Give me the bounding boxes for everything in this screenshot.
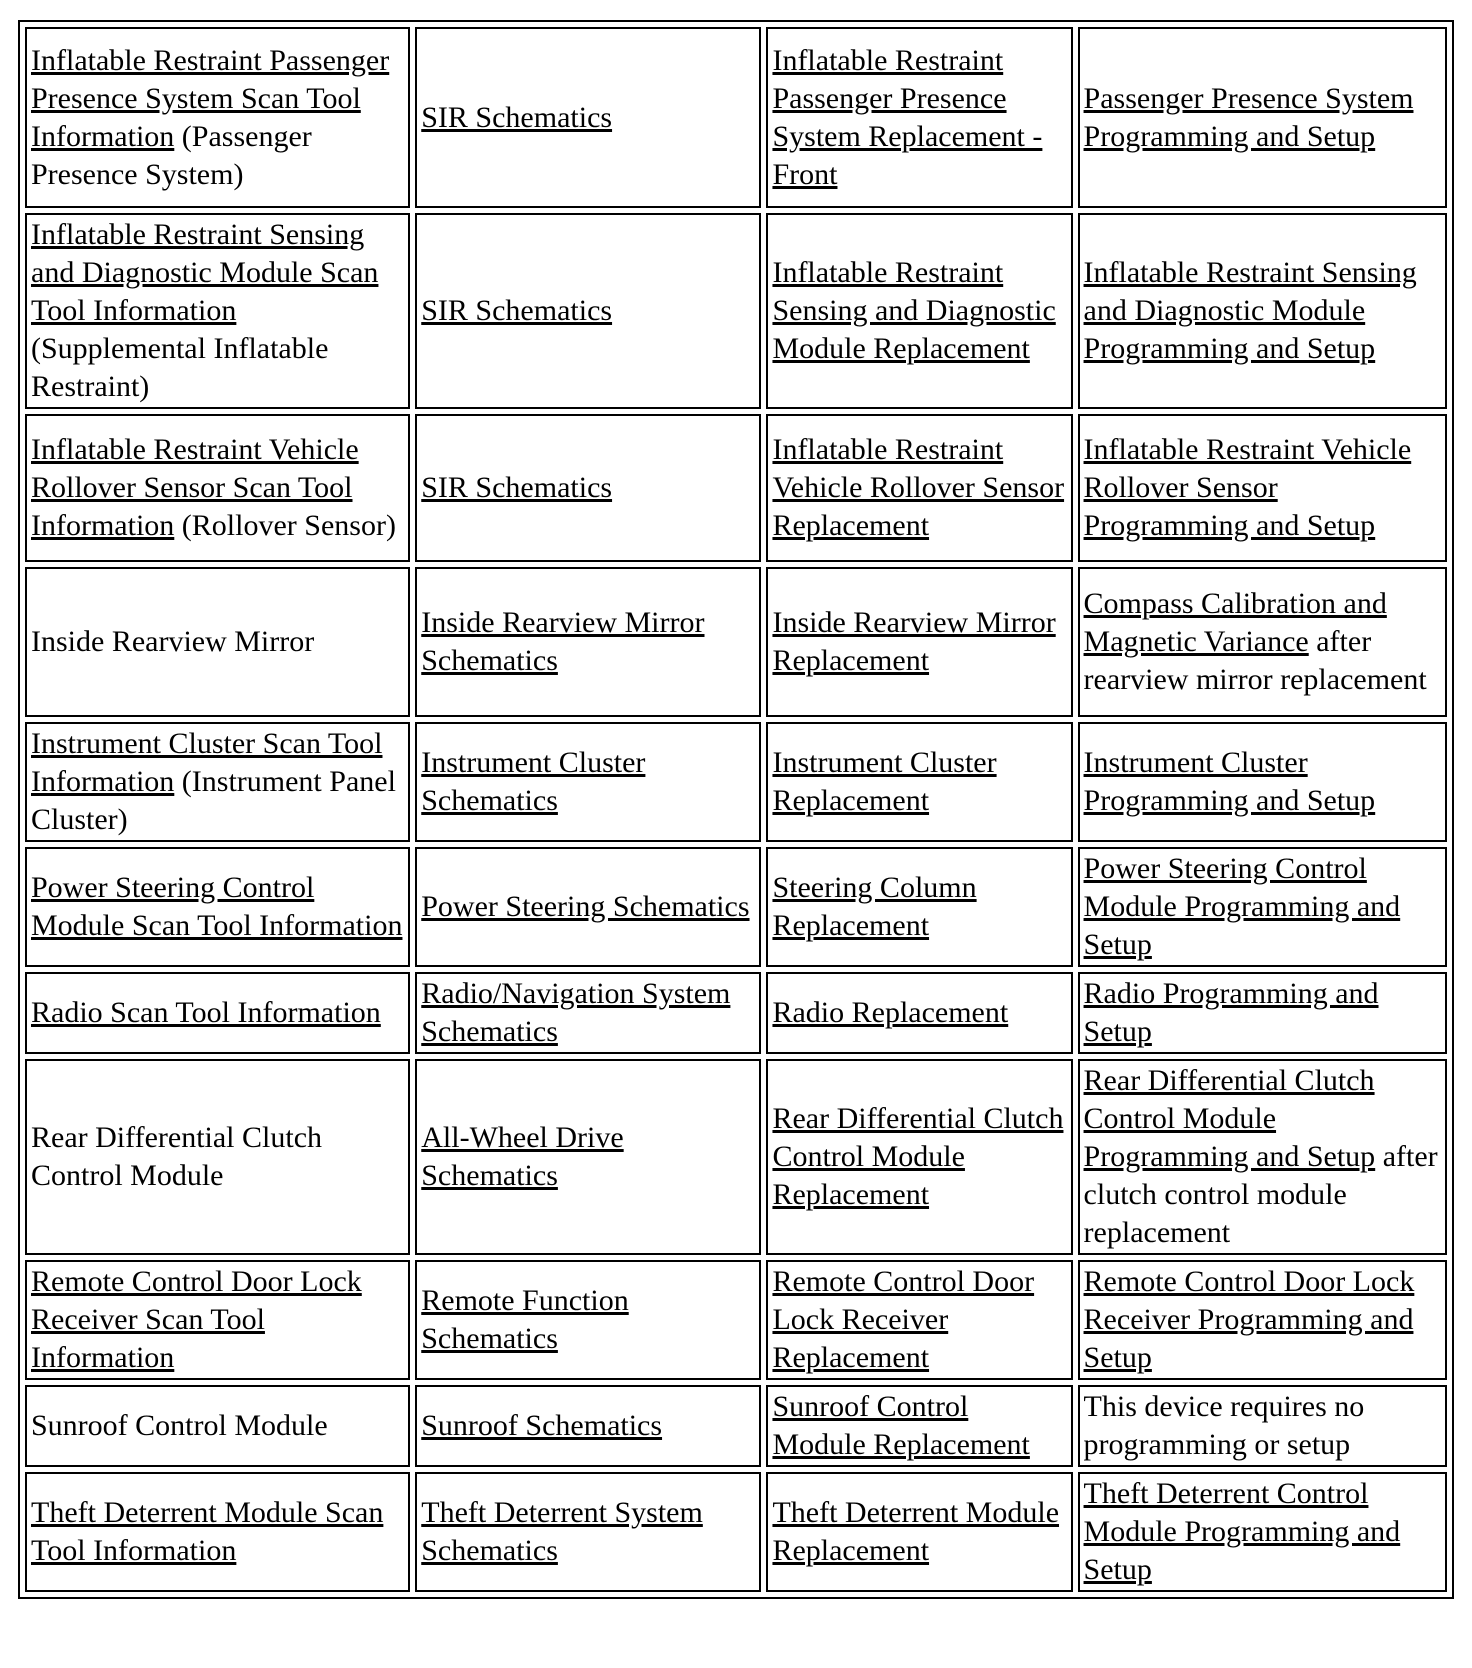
document-link[interactable]: Theft Deterrent Module Replacement	[772, 1496, 1060, 1567]
module-cell	[25, 567, 410, 717]
replacement-cell	[766, 722, 1072, 842]
replacement-cell	[766, 414, 1072, 562]
document-link[interactable]: Radio Scan Tool Information	[31, 996, 381, 1029]
document-link[interactable]: Inflatable Restraint Sensing and Diagnostic Module Programming and Setup	[1083, 256, 1417, 365]
cell-text: Inside Rearview Mirror	[31, 625, 315, 658]
replacement-cell	[766, 1059, 1072, 1255]
schematics-cell	[415, 722, 761, 842]
module-cell	[25, 847, 410, 967]
module-cell	[25, 27, 410, 208]
document-link[interactable]: Inflatable Restraint Vehicle Rollover Sensor Programming and Setup	[1083, 433, 1412, 542]
table-row	[25, 1472, 1447, 1592]
document-link[interactable]: Radio/Navigation System Schematics	[421, 977, 731, 1048]
document-link[interactable]: Radio Replacement	[772, 996, 1009, 1029]
document-link[interactable]: Instrument Cluster Scan Tool Information	[31, 727, 383, 798]
replacement-cell	[766, 847, 1072, 967]
module-cell	[25, 1059, 410, 1255]
replacement-cell	[766, 213, 1072, 409]
document-link[interactable]: Radio Programming and Setup	[1083, 977, 1379, 1048]
document-link[interactable]: Remote Function Schematics	[421, 1284, 629, 1355]
programming-cell	[1078, 722, 1447, 842]
module-cell	[25, 1385, 410, 1467]
cell-text: Rear Differential Clutch Control Module	[31, 1121, 323, 1192]
document-link[interactable]: Theft Deterrent System Schematics	[421, 1496, 703, 1567]
document-link[interactable]: Inflatable Restraint Vehicle Rollover Sensor Replacement	[772, 433, 1065, 542]
programming-cell	[1078, 972, 1447, 1054]
document-link[interactable]: Steering Column Replacement	[772, 871, 977, 942]
programming-cell	[1078, 567, 1447, 717]
cell-text: (Passenger Presence System)	[31, 119, 312, 191]
document-link[interactable]: Remote Control Door Lock Receiver Programming and Setup	[1083, 1265, 1415, 1374]
programming-cell	[1078, 213, 1447, 409]
cell-text: after clutch control module replacement	[1083, 1140, 1438, 1249]
schematics-cell	[415, 1059, 761, 1255]
document-link[interactable]: Instrument Cluster Schematics	[421, 746, 646, 817]
table-row	[25, 1260, 1447, 1380]
replacement-cell	[766, 1472, 1072, 1592]
document-link[interactable]: Rear Differential Clutch Control Module Replacement	[772, 1102, 1064, 1211]
document-link[interactable]: All-Wheel Drive Schematics	[421, 1121, 624, 1192]
document-link[interactable]: Inflatable Restraint Sensing and Diagnostic Module Replacement	[772, 256, 1056, 365]
schematics-cell	[415, 1260, 761, 1380]
programming-cell	[1078, 847, 1447, 967]
document-link[interactable]: Compass Calibration and Magnetic Variance	[1083, 587, 1387, 658]
document-link[interactable]: SIR Schematics	[421, 100, 613, 134]
module-cell	[25, 414, 410, 562]
document-link[interactable]: Remote Control Door Lock Receiver Scan Tool Information	[31, 1265, 362, 1374]
document-link[interactable]: Inflatable Restraint Passenger Presence System Replacement - Front	[772, 43, 1043, 191]
document-link[interactable]: Power Steering Control Module Programming and Setup	[1083, 852, 1401, 961]
cell-text: Sunroof Control Module	[31, 1409, 328, 1442]
cell-text: (Instrument Panel Cluster)	[31, 765, 396, 836]
programming-cell	[1078, 1472, 1447, 1592]
table-row	[25, 1059, 1447, 1255]
module-cell	[25, 1472, 410, 1592]
document-link[interactable]: Theft Deterrent Module Scan Tool Information	[31, 1496, 384, 1567]
table-row	[25, 847, 1447, 967]
schematics-cell	[415, 27, 761, 208]
module-cell	[25, 972, 410, 1054]
table-row	[25, 27, 1447, 208]
cell-text: after rearview mirror replacement	[1083, 625, 1427, 696]
programming-cell	[1078, 1260, 1447, 1380]
programming-cell	[1078, 1059, 1447, 1255]
table-row	[25, 722, 1447, 842]
document-link[interactable]: Inflatable Restraint Vehicle Rollover Sensor Scan Tool Information	[31, 433, 359, 542]
document-link[interactable]: Rear Differential Clutch Control Module Programming and Setup	[1083, 1064, 1376, 1173]
document-link[interactable]: Inflatable Restraint Passenger Presence System Scan Tool Information	[31, 43, 390, 153]
schematics-cell	[415, 414, 761, 562]
programming-cell	[1078, 414, 1447, 562]
table-row	[25, 414, 1447, 562]
module-cell	[25, 1260, 410, 1380]
replacement-cell	[766, 567, 1072, 717]
table-body	[25, 27, 1447, 1592]
schematics-cell	[415, 213, 761, 409]
schematics-cell	[415, 1385, 761, 1467]
cell-text: (Rollover Sensor)	[174, 509, 396, 542]
document-link[interactable]: Passenger Presence System Programming and Setup	[1083, 81, 1414, 153]
document-link[interactable]: Sunroof Control Module Replacement	[772, 1390, 1030, 1461]
document-link[interactable]: Power Steering Control Module Scan Tool Information	[31, 871, 403, 942]
table-row	[25, 1385, 1447, 1467]
document-link[interactable]: Remote Control Door Lock Receiver Replacement	[772, 1265, 1035, 1374]
document-link[interactable]: Sunroof Schematics	[421, 1409, 663, 1442]
table-row	[25, 213, 1447, 409]
replacement-cell	[766, 1260, 1072, 1380]
document-link[interactable]: Power Steering Schematics	[421, 890, 750, 923]
cell-text: This device requires no programming or setup	[1083, 1390, 1365, 1461]
document-link[interactable]: Instrument Cluster Programming and Setup	[1083, 746, 1376, 817]
document-link[interactable]: Inside Rearview Mirror Schematics	[421, 606, 705, 677]
table-row	[25, 567, 1447, 717]
replacement-cell	[766, 27, 1072, 208]
programming-cell	[1078, 27, 1447, 208]
document-link[interactable]: Inside Rearview Mirror Replacement	[772, 606, 1056, 677]
programming-cell	[1078, 1385, 1447, 1467]
cell-text: (Supplemental Inflatable Restraint)	[31, 332, 329, 403]
replacement-cell	[766, 1385, 1072, 1467]
module-reference-table	[18, 20, 1454, 1599]
replacement-cell	[766, 972, 1072, 1054]
table-row	[25, 972, 1447, 1054]
schematics-cell	[415, 567, 761, 717]
schematics-cell	[415, 972, 761, 1054]
module-cell	[25, 722, 410, 842]
document-link[interactable]: Theft Deterrent Control Module Programming and Setup	[1083, 1477, 1401, 1586]
module-cell	[25, 213, 410, 409]
document-link[interactable]: SIR Schematics	[421, 471, 613, 504]
schematics-cell	[415, 847, 761, 967]
document-link[interactable]: SIR Schematics	[421, 294, 613, 327]
document-link[interactable]: Inflatable Restraint Sensing and Diagnostic Module Scan Tool Information	[31, 218, 379, 327]
schematics-cell	[415, 1472, 761, 1592]
document-link[interactable]: Instrument Cluster Replacement	[772, 746, 997, 817]
